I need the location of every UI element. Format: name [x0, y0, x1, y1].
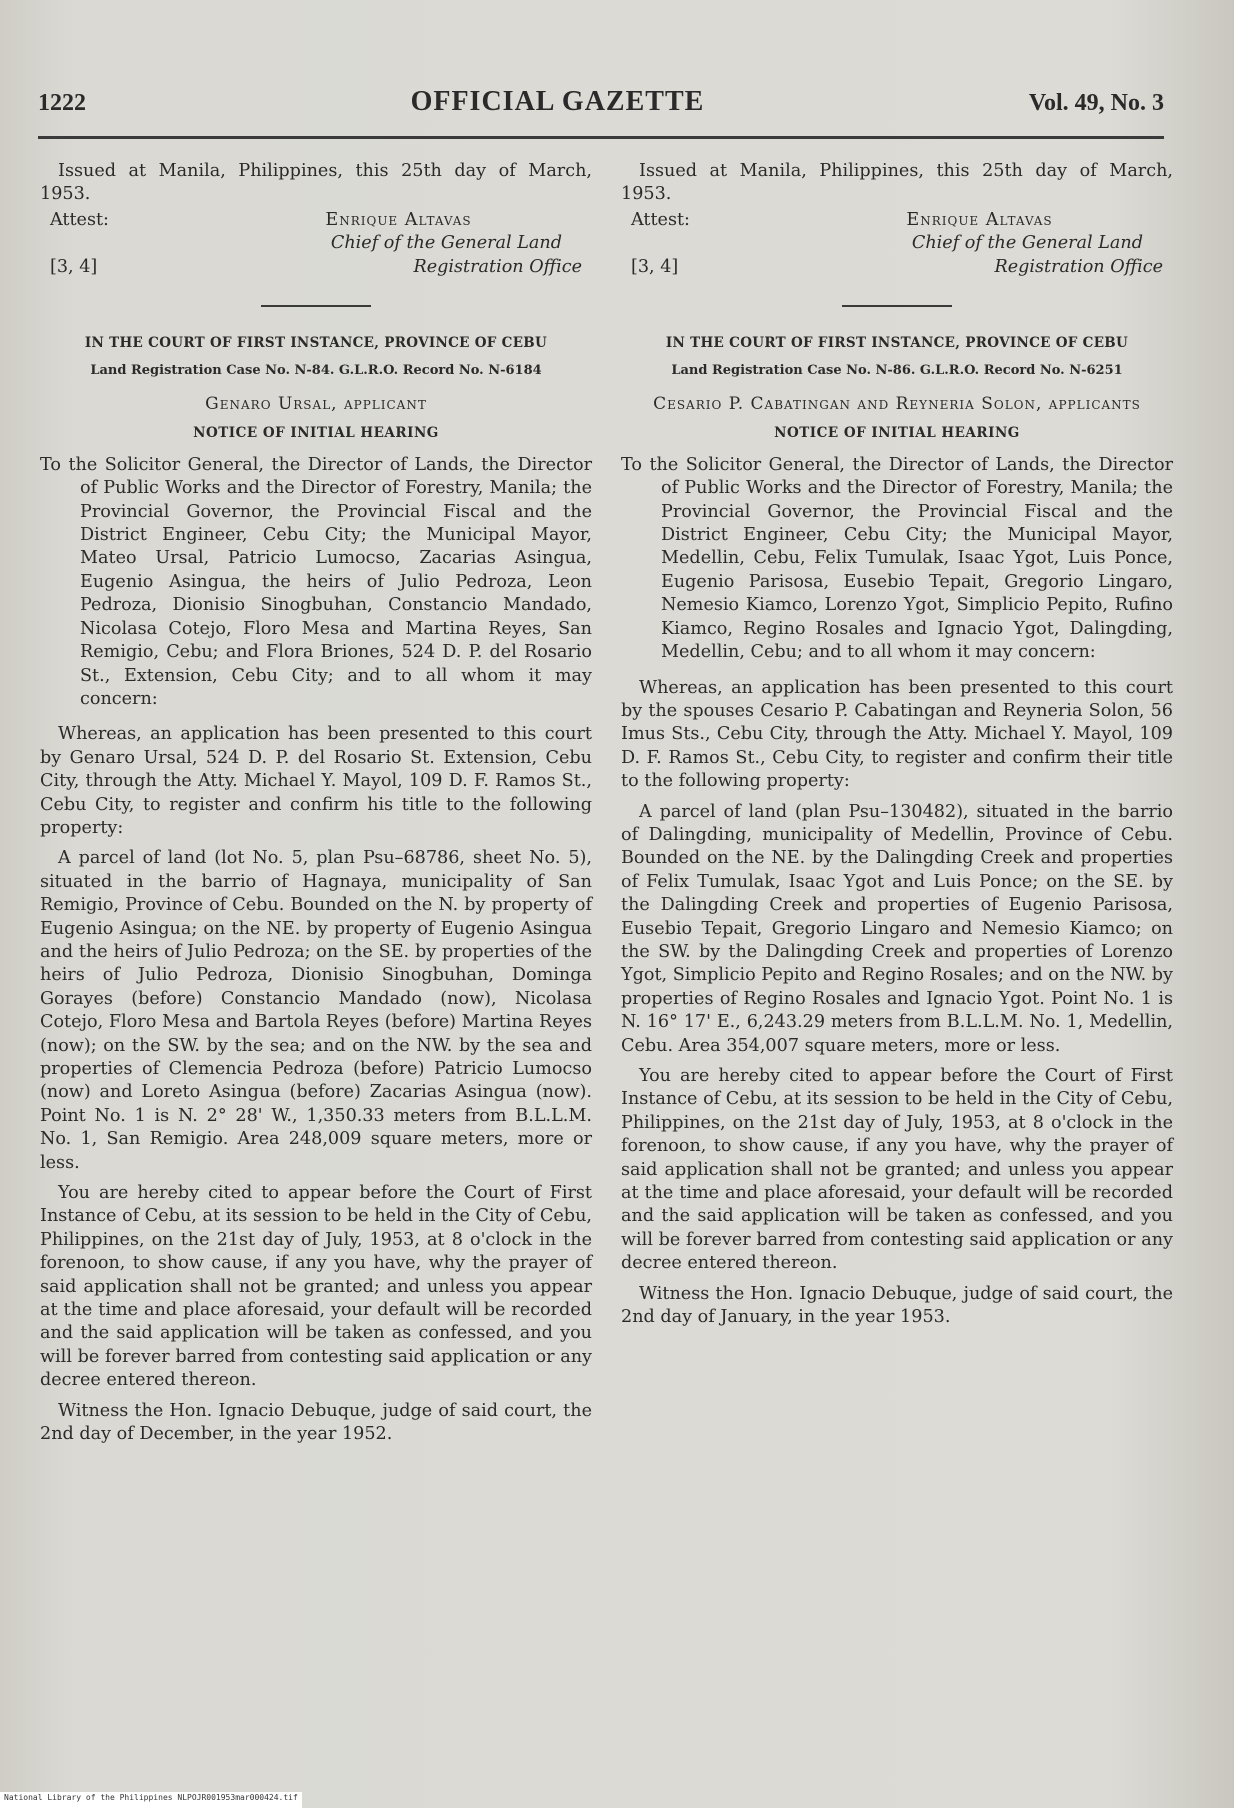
court-heading: IN THE COURT OF FIRST INSTANCE, PROVINCE OF CEBU: [84, 335, 548, 352]
page-number: 1222: [38, 90, 86, 116]
notice-heading: NOTICE OF INITIAL HEARING: [774, 425, 1020, 442]
issued-line: Issued at Manila, Philippines, this 25th day of March, 1953.: [40, 161, 592, 205]
applicant-name: Genaro Ursal, applicant: [205, 394, 427, 415]
attest-block: [621, 209, 1173, 232]
page-header: [38, 86, 1164, 126]
attest-title-2: Registration Office: [413, 256, 582, 277]
applicant-name: Cesario P. Cabatingan and Reyneria Solon, applicants: [653, 394, 1141, 415]
attest-block: [40, 209, 592, 232]
attest-name: Enrique Altavas: [906, 209, 1053, 230]
attest-title-2: Registration Office: [994, 256, 1163, 277]
witness-paragraph: Witness the Hon. Ignacio Debuque, judge of said court, the 2nd day of January, in the year 1953.: [621, 1283, 1173, 1328]
case-number: Land Registration Case No. N-84. G.L.R.O. Record No. N-6184: [90, 363, 542, 379]
attest-label: Attest:: [50, 209, 109, 230]
addressee-paragraph: To the Solicitor General, the Director of Lands, the Director of Public Works and the Director of Forestry, Manila; the Provincial Governor, the Provincial Fiscal and the District Engineer, Cebu City; the Municipal Mayor, Mateo Ursal, Patricio Lumocso, Zacarias Asingua, Eugenio Asingua, the heirs of Julio Pedroza, Leon Pedroza, Dionisio Sinogbuhan, Constancio Mandado, Nicolasa Cotejo, Floro Mesa and Martina Reyes, San Remigio, Cebu; and Flora Briones, 524 D. P. del Rosario St., Extension, Cebu City; and to all whom it may concern:: [40, 454, 592, 709]
court-heading: IN THE COURT OF FIRST INSTANCE, PROVINCE OF CEBU: [665, 335, 1129, 352]
property-paragraph: A parcel of land (lot No. 5, plan Psu–68786, sheet No. 5), situated in the barrio of Hagnaya, municipality of San Remigio, Province of Cebu. Bounded on the N. by property of Eugenio Asingua; on the NE. by property of Eugenio Asingua and the heirs of Julio Pedroza; on the SE. by properties of the heirs of Julio Pedroza, Dionisio Sinogbuhan, Dominga Gorayes (before) Constancio Mandado (now), Nicolasa Cotejo, Floro Mesa and Bartola Reyes (before) Martina Reyes (now); on the SW. by the sea; and on the NW. by the sea and properties of Clemencia Pedroza (before) Patricio Lumocso (now) and Loreto Asingua (before) Zacarias Asingua (now). Point No. 1 is N. 2° 28' W., 1,350.33 meters from B.L.L.M. No. 1, San Remigio. Area 248,009 square meters, more or less.: [40, 848, 592, 1173]
attest-name: Enrique Altavas: [325, 209, 472, 230]
notice-heading: NOTICE OF INITIAL HEARING: [193, 425, 439, 442]
attest-line-2: [40, 256, 592, 279]
whereas-paragraph: Whereas, an application has been presented to this court by the spouses Cesario P. Cabatingan and Reyneria Solon, 56 Imus Sts., Cebu City, through the Atty. Michael Y. Mayol, 109 D. F. Ramos St., Cebu City, to register and confirm their title to the following property:: [621, 677, 1173, 792]
section-divider: [842, 305, 952, 307]
attest-title-1: Chief of the General Land: [330, 233, 562, 254]
citation-paragraph: You are hereby cited to appear before the Court of First Instance of Cebu, at its session to be held in the City of Cebu, Philippines, on the 21st day of July, 1953, at 8 o'clock in the forenoon, to show cause, if any you have, why the prayer of said application shall not be granted; and unless you appear at the time and place aforesaid, your default will be recorded and the said application will be taken as confessed, and you will be forever barred from contesting said application or any decree entered thereon.: [621, 1066, 1173, 1274]
whereas-paragraph: Whereas, an application has been presented to this court by Genaro Ursal, 524 D. P. del Rosario St. Extension, Cebu City, through the Atty. Michael Y. Mayol, 109 D. F. Ramos St., Cebu City, to register and confirm his title to the following property:: [40, 724, 592, 838]
right-column: [621, 160, 1173, 1336]
attest-label: Attest:: [631, 209, 690, 230]
header-rule: [38, 136, 1164, 139]
attest-bracket: [3, 4]: [631, 256, 679, 277]
citation-paragraph: You are hereby cited to appear before the Court of First Instance of Cebu, at its session to be held in the City of Cebu, Philippines, on the 21st day of July, 1953, at 8 o'clock in the forenoon, to show cause, if any you have, why the prayer of said application shall not be granted; and unless you appear at the time and place aforesaid, your default will be recorded and the said application will be taken as confessed, and you will be forever barred from contesting said application or any decree entered thereon.: [40, 1183, 592, 1391]
scan-source-label: National Library of the Philippines NLPOJR001953mar000424.tif: [0, 1792, 302, 1808]
issued-line: Issued at Manila, Philippines, this 25th day of March, 1953.: [621, 161, 1173, 205]
property-paragraph: A parcel of land (plan Psu–130482), situated in the barrio of Dalingding, municipality of Medellin, Province of Cebu. Bounded on the NE. by the Dalingding Creek and properties of Felix Tumulak, Isaac Ygot and Luis Ponce; on the SE. by the Dalingding Creek and properties of Eugenio Parisosa, Eusebio Tepait, Gregorio Lingaro and Nemesio Kiamco; on the SW. by the Dalingding Creek and properties of Lorenzo Ygot, Simplicio Pepito and Regino Rosales; and on the NW. by properties of Regino Rosales and Ignacio Ygot. Point No. 1 is N. 16° 17' E., 6,243.29 meters from B.L.L.M. No. 1, Medellin, Cebu. Area 354,007 square meters, more or less.: [621, 801, 1173, 1056]
witness-paragraph: Witness the Hon. Ignacio Debuque, judge of said court, the 2nd day of December, in the year 1952.: [40, 1400, 592, 1445]
left-column: [40, 160, 592, 1454]
volume-number: Vol. 49, No. 3: [1028, 90, 1164, 116]
section-divider: [261, 305, 371, 307]
addressee-paragraph: To the Solicitor General, the Director of Lands, the Director of Public Works and the Director of Forestry, Manila; the Provincial Governor, the Provincial Fiscal and the District Engineer, Cebu City; the Municipal Mayor, Medellin, Cebu, Felix Tumulak, Isaac Ygot, Luis Ponce, Eugenio Parisosa, Eusebio Tepait, Gregorio Lingaro, Nemesio Kiamco, Lorenzo Ygot, Simplicio Pepito, Rufino Kiamco, Regino Rosales and Ignacio Ygot, Dalingding, Medellin, Cebu; and to all whom it may concern:: [621, 454, 1173, 663]
attest-bracket: [3, 4]: [50, 256, 98, 277]
attest-title-1: Chief of the General Land: [911, 233, 1143, 254]
case-number: Land Registration Case No. N-86. G.L.R.O. Record No. N-6251: [671, 363, 1123, 379]
publication-title: OFFICIAL GAZETTE: [410, 86, 705, 117]
attest-line-2: [621, 256, 1173, 279]
